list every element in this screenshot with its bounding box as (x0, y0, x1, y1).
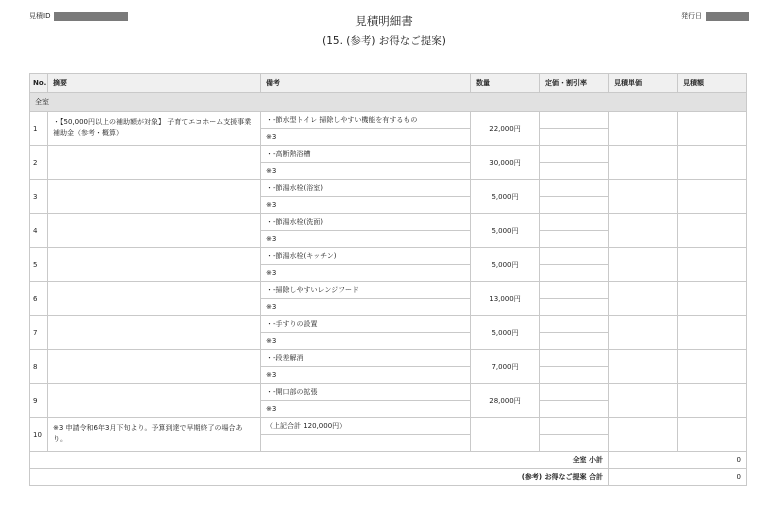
row-unit-price (609, 316, 678, 350)
column-header-quantity: 数量 (471, 74, 540, 93)
table-row (30, 146, 747, 163)
subtotal-label: 全室 小計 (30, 452, 609, 469)
row-unit-price (609, 384, 678, 418)
row-note-item: ・-開口部の拡張 (261, 384, 471, 401)
row-unit-price (609, 214, 678, 248)
column-header-list-price: 定価・割引率 (540, 74, 609, 93)
row-unit-price (609, 248, 678, 282)
row-description (48, 316, 261, 350)
row-discount-rate (540, 231, 609, 248)
row-list-price (540, 214, 609, 231)
row-description (48, 180, 261, 214)
row-number: 7 (30, 316, 48, 350)
row-note-item: ・-節水型トイレ 掃除しやすい機能を有するもの (261, 112, 471, 129)
row-description (48, 384, 261, 418)
row-amount (678, 316, 747, 350)
row-unit-price (609, 418, 678, 452)
row-unit-price (609, 180, 678, 214)
row-description (48, 282, 261, 316)
row-amount (678, 146, 747, 180)
row-amount (678, 214, 747, 248)
row-note-item: ・-節湯水栓(洗面) (261, 214, 471, 231)
table-row (30, 350, 747, 367)
row-quantity: 5,000円 (471, 214, 540, 248)
table-row (30, 112, 747, 129)
table-row (30, 248, 747, 265)
row-quantity: 13,000円 (471, 282, 540, 316)
row-description: ※3 申請令和6年3月下旬より。予算到達で早期終了の場合あり。 (48, 418, 261, 452)
row-quantity: 22,000円 (471, 112, 540, 146)
row-list-price (540, 248, 609, 265)
row-list-price (540, 282, 609, 299)
row-quantity: 5,000円 (471, 316, 540, 350)
row-list-price (540, 384, 609, 401)
row-note-ref: ※3 (261, 265, 471, 282)
table-row (30, 316, 747, 333)
row-amount (678, 384, 747, 418)
row-discount-rate (540, 129, 609, 146)
row-note-item: ・-手すりの設置 (261, 316, 471, 333)
row-note-ref: ※3 (261, 231, 471, 248)
row-amount (678, 418, 747, 452)
row-quantity: 7,000円 (471, 350, 540, 384)
subtotal-row (30, 452, 747, 469)
row-list-price (540, 180, 609, 197)
row-note-ref: ※3 (261, 367, 471, 384)
row-unit-price (609, 146, 678, 180)
row-number: 5 (30, 248, 48, 282)
row-number: 9 (30, 384, 48, 418)
row-number: 1 (30, 112, 48, 146)
row-note-item: ・-掃除しやすいレンジフード (261, 282, 471, 299)
row-amount (678, 282, 747, 316)
table-row (30, 214, 747, 231)
row-number: 6 (30, 282, 48, 316)
row-note-ref: ※3 (261, 401, 471, 418)
row-amount (678, 112, 747, 146)
row-quantity (471, 418, 540, 452)
row-description (48, 214, 261, 248)
row-list-price (540, 350, 609, 367)
row-note-item: ・-段差解消 (261, 350, 471, 367)
row-discount-rate (540, 197, 609, 214)
row-number: 3 (30, 180, 48, 214)
row-discount-rate (540, 435, 609, 452)
row-description (48, 146, 261, 180)
row-note-ref: ※3 (261, 129, 471, 146)
estimate-id-label: 見積ID (29, 12, 51, 20)
row-discount-rate (540, 401, 609, 418)
row-number: 4 (30, 214, 48, 248)
row-amount (678, 248, 747, 282)
grand-total-value: 0 (609, 469, 747, 486)
row-note-ref: ※3 (261, 333, 471, 350)
row-list-price (540, 112, 609, 129)
row-quantity: 28,000円 (471, 384, 540, 418)
row-discount-rate (540, 367, 609, 384)
row-note-item: ・-節湯水栓(キッチン) (261, 248, 471, 265)
table-row (30, 282, 747, 299)
row-list-price (540, 418, 609, 435)
row-amount (678, 180, 747, 214)
grand-total-label: (参考) お得なご提案 合計 (30, 469, 609, 486)
row-discount-rate (540, 163, 609, 180)
row-unit-price (609, 112, 678, 146)
subtotal-value: 0 (609, 452, 747, 469)
table-row (30, 384, 747, 401)
table-row (30, 418, 747, 435)
document-subtitle: (15. (参考) お得なご提案) (322, 35, 446, 47)
issue-date-label: 発行日 (681, 12, 702, 20)
table-row (30, 180, 747, 197)
section-row (30, 93, 747, 112)
row-quantity: 30,000円 (471, 146, 540, 180)
row-description: ・【50,000円以上の補助額が対象】 子育てエコホーム支援事業補助金（参考・概算） (48, 112, 261, 146)
row-discount-rate (540, 333, 609, 350)
row-unit-price (609, 350, 678, 384)
grand-total-row (30, 469, 747, 486)
row-unit-price (609, 282, 678, 316)
column-header-no: No. (30, 74, 48, 93)
row-quantity: 5,000円 (471, 248, 540, 282)
row-note-item: ・-高断熱浴槽 (261, 146, 471, 163)
row-note-ref (261, 435, 471, 452)
row-number: 2 (30, 146, 48, 180)
row-discount-rate (540, 265, 609, 282)
row-note-ref: ※3 (261, 197, 471, 214)
row-description (48, 350, 261, 384)
row-quantity: 5,000円 (471, 180, 540, 214)
row-amount (678, 350, 747, 384)
estimate-table (29, 73, 747, 486)
document-title: 見積明細書 (355, 14, 413, 28)
row-number: 10 (30, 418, 48, 452)
column-header-description: 摘要 (48, 74, 261, 93)
column-header-amount: 見積額 (678, 74, 747, 93)
row-note-ref: ※3 (261, 299, 471, 316)
table-header-row (30, 74, 747, 93)
row-description (48, 248, 261, 282)
column-header-unit-price: 見積単価 (609, 74, 678, 93)
row-note-item: （上記合計 120,000円） (261, 418, 471, 435)
section-label: 全室 (30, 93, 747, 112)
row-number: 8 (30, 350, 48, 384)
row-note-item: ・-節湯水栓(浴室) (261, 180, 471, 197)
column-header-notes: 備考 (261, 74, 471, 93)
row-list-price (540, 146, 609, 163)
row-note-ref: ※3 (261, 163, 471, 180)
row-list-price (540, 316, 609, 333)
row-discount-rate (540, 299, 609, 316)
